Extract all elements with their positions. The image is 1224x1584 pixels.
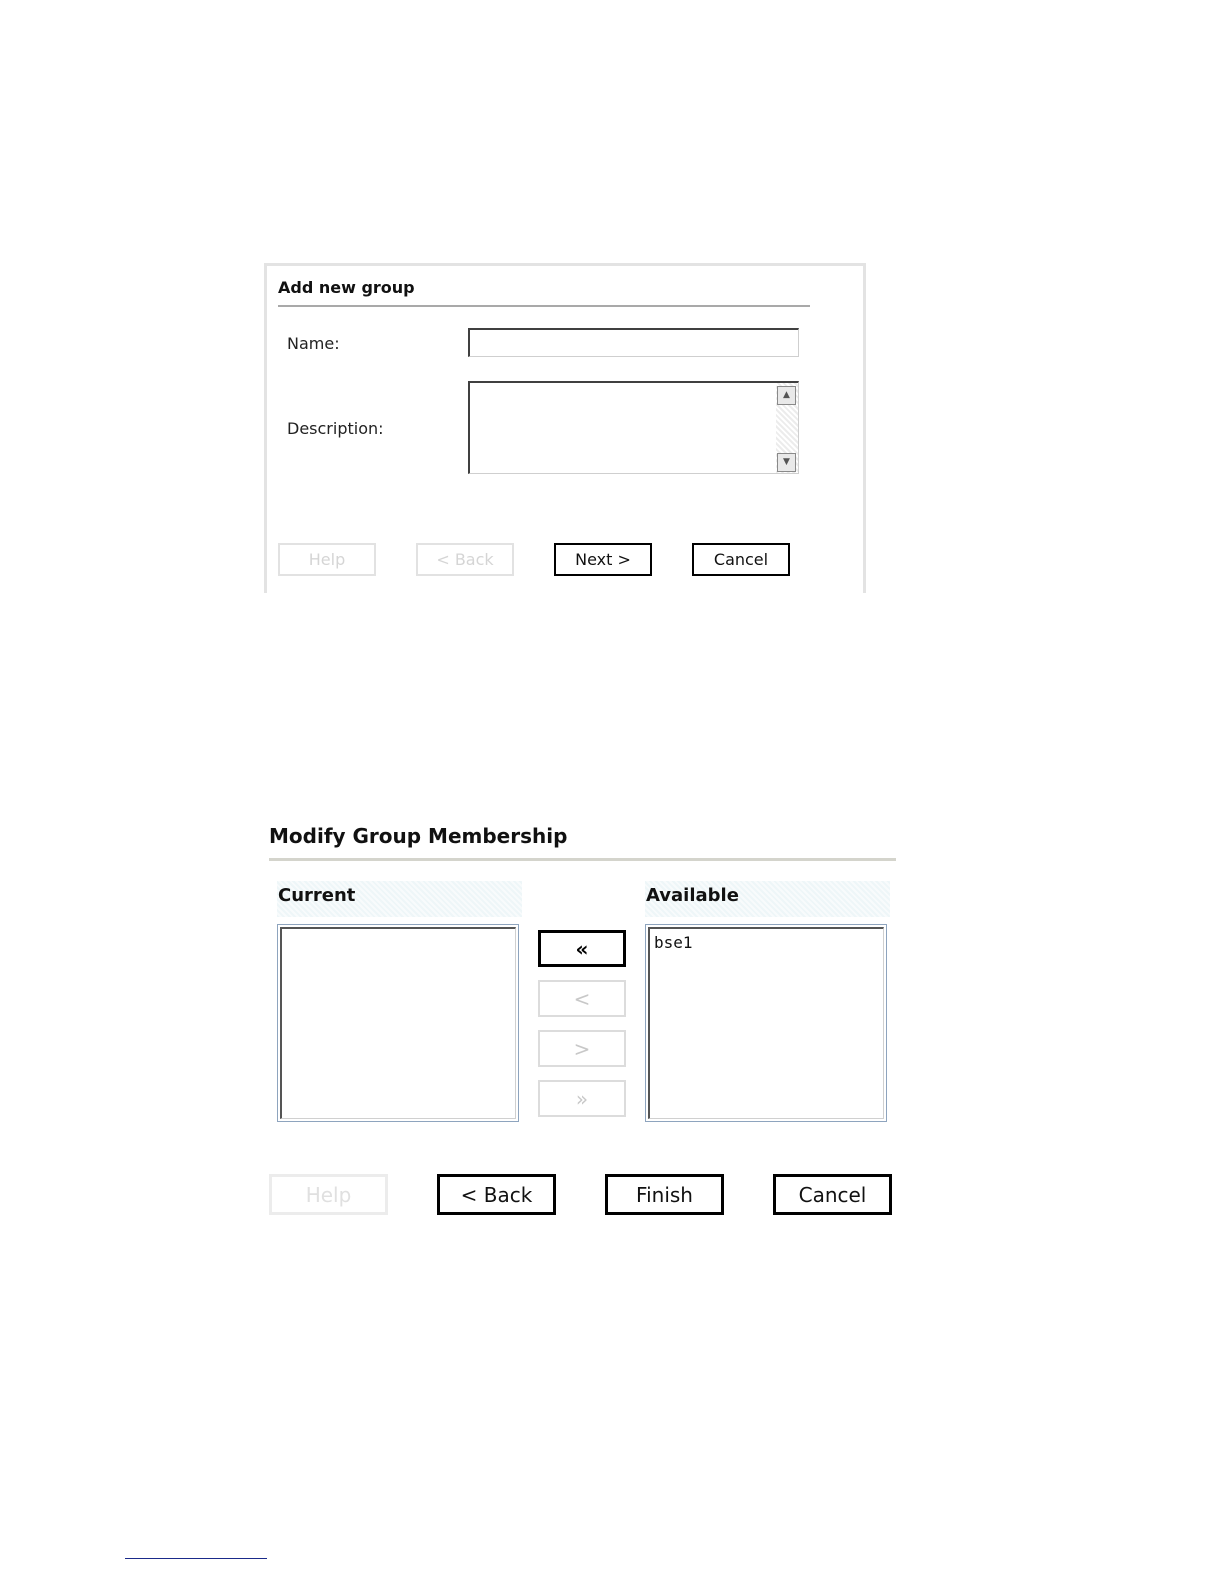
description-field (468, 381, 799, 474)
membership-cancel-button[interactable]: Cancel (773, 1174, 892, 1215)
help-button[interactable]: Help (278, 543, 376, 576)
membership-divider (269, 858, 896, 861)
add-button[interactable]: < (538, 980, 626, 1017)
scroll-up-arrow-icon[interactable]: ▲ (777, 386, 796, 405)
name-input[interactable] (468, 328, 799, 357)
available-header: Available (645, 881, 890, 917)
description-label: Description: (287, 419, 384, 438)
membership-title: Modify Group Membership (269, 824, 568, 848)
name-label: Name: (287, 334, 340, 353)
available-listbox[interactable] (645, 924, 887, 1122)
remove-all-button[interactable]: » (538, 1080, 626, 1117)
finish-button[interactable]: Finish (605, 1174, 724, 1215)
membership-back-button[interactable]: < Back (437, 1174, 556, 1215)
membership-help-button[interactable]: Help (269, 1174, 388, 1215)
list-item[interactable]: bse1 (654, 933, 693, 952)
next-button[interactable]: Next > (554, 543, 652, 576)
scroll-down-arrow-icon[interactable]: ▼ (777, 453, 796, 472)
description-scrollbar[interactable] (776, 383, 798, 473)
add-group-title: Add new group (278, 278, 415, 297)
cancel-button[interactable]: Cancel (692, 543, 790, 576)
footnote-separator (125, 1558, 267, 1559)
current-listbox[interactable] (277, 924, 519, 1122)
back-button[interactable]: < Back (416, 543, 514, 576)
add-all-button[interactable]: « (538, 930, 626, 967)
remove-button[interactable]: > (538, 1030, 626, 1067)
description-textarea[interactable] (470, 383, 775, 472)
current-header: Current (277, 881, 522, 917)
title-divider (278, 305, 810, 307)
